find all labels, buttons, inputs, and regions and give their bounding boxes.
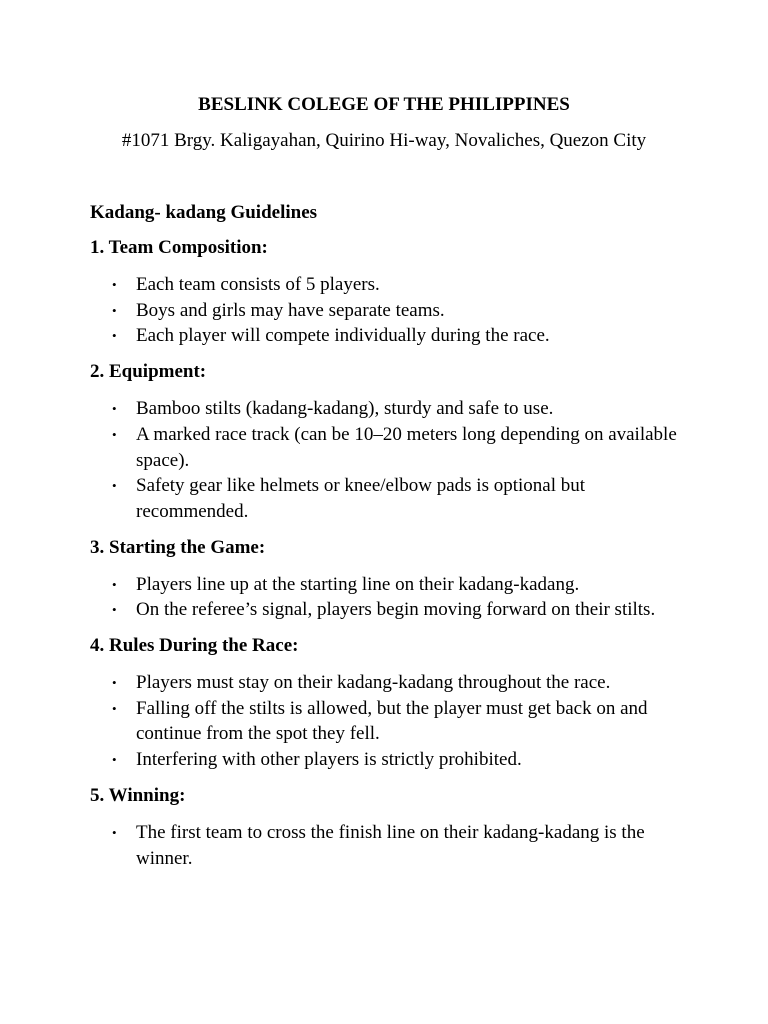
bullet-icon: • xyxy=(112,277,117,292)
list-item xyxy=(90,272,690,298)
section-heading: 5. Winning: xyxy=(90,784,186,806)
bullet-list xyxy=(90,820,690,871)
bullet-icon: • xyxy=(112,752,117,768)
bullet-icon: • xyxy=(112,426,117,442)
list-item xyxy=(90,422,690,473)
bullet-icon: • xyxy=(112,328,117,344)
bullet-icon: • xyxy=(112,302,117,318)
document-body xyxy=(90,202,690,883)
bullet-list xyxy=(90,272,690,349)
list-item xyxy=(90,572,690,598)
list-item xyxy=(90,820,690,871)
section-heading: 2. Equipment: xyxy=(90,361,207,383)
list-item-text: On the referee’s signal, players begin moving forward on their stilts. xyxy=(136,599,656,621)
list-item xyxy=(90,597,690,623)
list-item-text: Interfering with other players is strictly prohibited. xyxy=(136,749,522,771)
section-heading: 4. Rules During the Race: xyxy=(90,635,299,657)
bullet-list xyxy=(90,396,690,525)
list-item-text: Falling off the stilts is allowed, but the player must get back on and continue from the spot they fell. xyxy=(136,697,648,745)
bullet-icon: • xyxy=(112,675,117,691)
bullet-list xyxy=(90,572,690,623)
bullet-icon: • xyxy=(112,401,117,417)
bullet-list xyxy=(90,670,690,773)
bullet-icon: • xyxy=(112,824,117,840)
bullet-icon: • xyxy=(112,576,117,592)
list-item xyxy=(90,696,690,747)
bullet-icon: • xyxy=(112,700,117,716)
list-item xyxy=(90,396,690,422)
list-item-text: Players line up at the starting line on their kadang-kadang. xyxy=(136,573,580,595)
list-item-text: Safety gear like helmets or knee/elbow pads is optional but recommended. xyxy=(136,475,586,522)
list-item-text: Bamboo stilts (kadang-kadang), sturdy and safe to use. xyxy=(136,398,554,420)
section-heading: 3. Starting the Game: xyxy=(90,536,266,558)
document-title: Kadang- kadang Guidelines xyxy=(90,202,318,223)
list-item-text: Each player will compete individually during the race. xyxy=(136,325,550,347)
school-name: BESLINK COLEGE OF THE PHILIPPINES xyxy=(198,94,570,115)
list-item-text: A marked race track (can be 10–20 meters long depending on available space). xyxy=(136,423,677,471)
list-item-text: The first team to cross the finish line on their kadang-kadang is the winner. xyxy=(136,821,645,869)
list-item xyxy=(90,473,690,524)
bullet-icon: • xyxy=(112,478,117,494)
section-heading: 1. Team Composition: xyxy=(90,237,268,258)
list-item xyxy=(90,747,690,773)
list-item-text: Boys and girls may have separate teams. xyxy=(136,299,445,321)
list-item xyxy=(90,298,690,324)
bullet-icon: • xyxy=(112,602,117,618)
school-address: #1071 Brgy. Kaligayahan, Quirino Hi-way, Novaliches, Quezon City xyxy=(121,130,647,151)
list-item xyxy=(90,323,690,349)
list-item-text: Each team consists of 5 players. xyxy=(136,274,380,295)
list-item xyxy=(90,670,690,696)
list-item-text: Players must stay on their kadang-kadang throughout the race. xyxy=(136,672,611,694)
